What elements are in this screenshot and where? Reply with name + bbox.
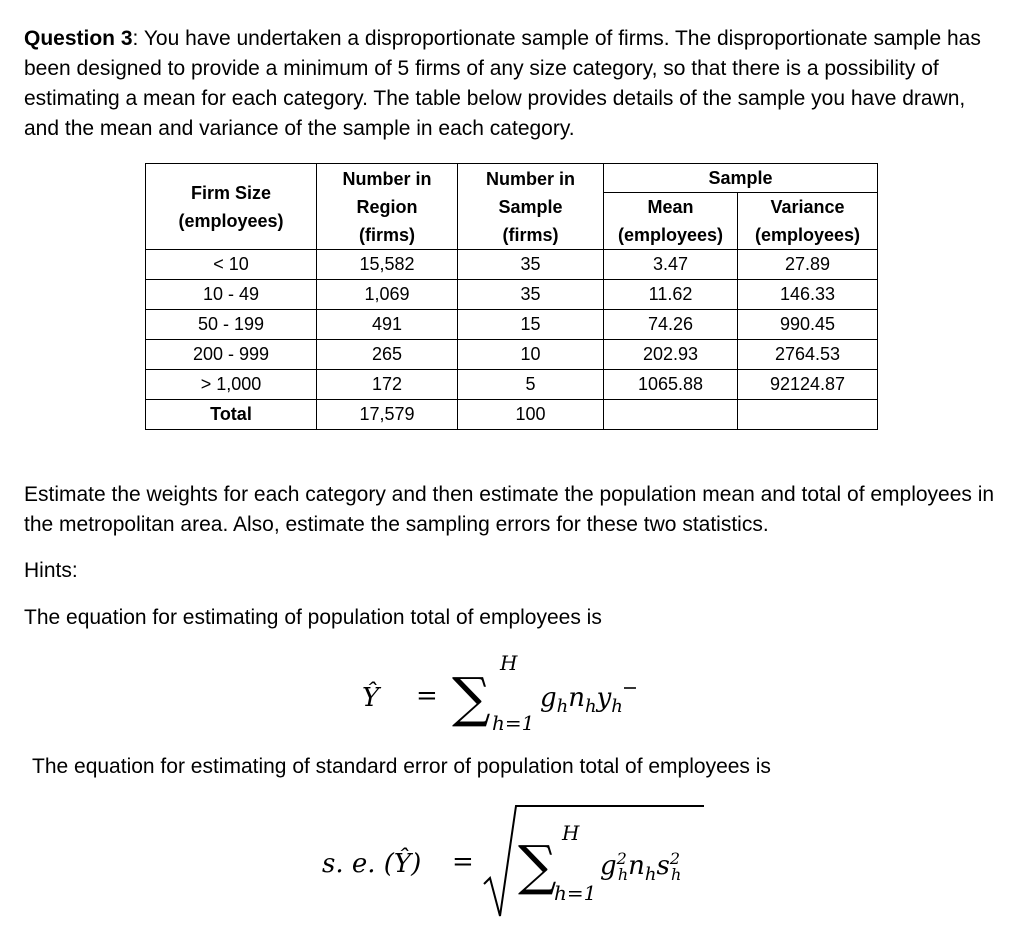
header-region-line1: Number in — [342, 168, 432, 189]
header-region-line3: (firms) — [358, 224, 415, 245]
table-row — [146, 370, 878, 400]
cell-size: 200 - 999 — [146, 340, 317, 370]
formula1-y: y — [596, 683, 612, 713]
header-mean-label: Mean — [647, 197, 694, 217]
cell-variance: 146.33 — [738, 280, 878, 310]
cell-region: 15,582 — [317, 250, 458, 280]
hints-label: Hints: — [24, 559, 78, 582]
formula2-sum: ∑ — [518, 834, 557, 897]
table-row — [146, 280, 878, 310]
cell-sample: 35 — [458, 280, 604, 310]
sample-table — [145, 163, 878, 430]
table-row — [146, 250, 878, 280]
cell-size: > 1,000 — [146, 370, 317, 400]
table-row — [146, 310, 878, 340]
formula1-sub-g: h — [556, 696, 569, 717]
cell-variance: 2764.53 — [738, 340, 878, 370]
cell-sample: 10 — [458, 340, 604, 370]
header-variance — [738, 193, 878, 250]
cell-mean: 202.93 — [604, 340, 738, 370]
question-paragraph — [24, 24, 1004, 144]
formula2-sub-n: h — [644, 864, 657, 885]
cell-sample: 35 — [458, 250, 604, 280]
formula1-equals: = — [416, 681, 438, 711]
hint-se-text: The equation for estimating of standard error of population total of employees is — [32, 755, 771, 778]
task-paragraph: Estimate the weights for each category and then estimate the population mean and total of employees in the metropolitan area. Also, estimate the sampling errors for these two statistics. — [24, 483, 995, 536]
header-firm-size — [146, 164, 317, 250]
header-number-in-sample — [458, 164, 604, 250]
cell-region: 491 — [317, 310, 458, 340]
formula1-g: g — [540, 683, 557, 713]
formula2-sub-s: h — [671, 865, 682, 884]
formula1-sum: ∑ — [452, 666, 491, 729]
formula2-upper: H — [562, 821, 580, 845]
formula1-lhs: Ŷ — [362, 683, 380, 713]
table-total-row — [146, 400, 878, 430]
cell-total-variance-empty — [738, 400, 878, 430]
cell-region: 172 — [317, 370, 458, 400]
table-header-row-1 — [146, 164, 878, 193]
header-mean — [604, 193, 738, 250]
header-number-in-region — [317, 164, 458, 250]
cell-sample: 5 — [458, 370, 604, 400]
header-sample-line1: Number in — [485, 168, 575, 189]
formula2-s: s — [656, 851, 670, 881]
header-mean-unit: (employees) — [617, 225, 724, 245]
cell-size: < 10 — [146, 250, 317, 280]
cell-variance: 990.45 — [738, 310, 878, 340]
formula1-term — [540, 683, 623, 717]
formula1-sub-n: h — [585, 696, 597, 717]
formula2-lower: h=1 — [554, 881, 597, 905]
cell-mean: 3.47 — [604, 250, 738, 280]
hint-total-text: The equation for estimating of population total of employees is — [24, 606, 602, 629]
header-variance-unit: (employees) — [754, 225, 861, 245]
formula2-g: g — [600, 851, 617, 881]
cell-total-sample: 100 — [458, 400, 604, 430]
header-firm-size-label: Firm Size — [190, 182, 272, 203]
cell-total-label: Total — [146, 400, 317, 430]
formula1-sub-y: h — [611, 696, 623, 717]
formula2-term — [600, 849, 681, 885]
question-label: Question 3 — [24, 27, 133, 50]
formula2-sub-g: h — [617, 865, 629, 884]
formula-standard-error — [320, 796, 720, 926]
header-region-line2: Region — [356, 196, 418, 217]
header-firm-size-unit: (employees) — [178, 210, 284, 231]
cell-variance: 92124.87 — [738, 370, 878, 400]
cell-size: 10 - 49 — [146, 280, 317, 310]
question-text: : You have undertaken a disproportionate sample of firms. The disproportionate sample has been designed to provide a minimum of 5 firms of any size category, so that there is a possibility of estimating a mean for each category. The table below provides details of the sample you have drawn, and the mean and variance of the sample in each category. — [24, 27, 981, 140]
formula1-upper: H — [500, 651, 518, 675]
cell-mean: 74.26 — [604, 310, 738, 340]
header-variance-label: Variance — [770, 197, 845, 217]
formula1-n: n — [568, 683, 585, 713]
formula2-sup-g: 2 — [616, 849, 627, 868]
cell-sample: 15 — [458, 310, 604, 340]
cell-size: 50 - 199 — [146, 310, 317, 340]
cell-mean: 11.62 — [604, 280, 738, 310]
formula2-lhs: s. e. (Ŷ) — [322, 849, 422, 879]
cell-variance: 27.89 — [738, 250, 878, 280]
cell-mean: 1065.88 — [604, 370, 738, 400]
header-sample-line3: (firms) — [502, 224, 559, 245]
table-row — [146, 340, 878, 370]
formula2-sup-s: 2 — [669, 849, 681, 868]
formula-population-total — [360, 640, 680, 740]
header-sample-line2: Sample — [498, 196, 563, 217]
formula2-n: n — [628, 851, 645, 881]
formula2-equals: = — [452, 847, 474, 877]
formula1-lower: h=1 — [492, 711, 535, 735]
cell-region: 265 — [317, 340, 458, 370]
header-sample-group: Sample — [604, 164, 878, 193]
cell-region: 1,069 — [317, 280, 458, 310]
cell-total-mean-empty — [604, 400, 738, 430]
cell-total-region: 17,579 — [317, 400, 458, 430]
